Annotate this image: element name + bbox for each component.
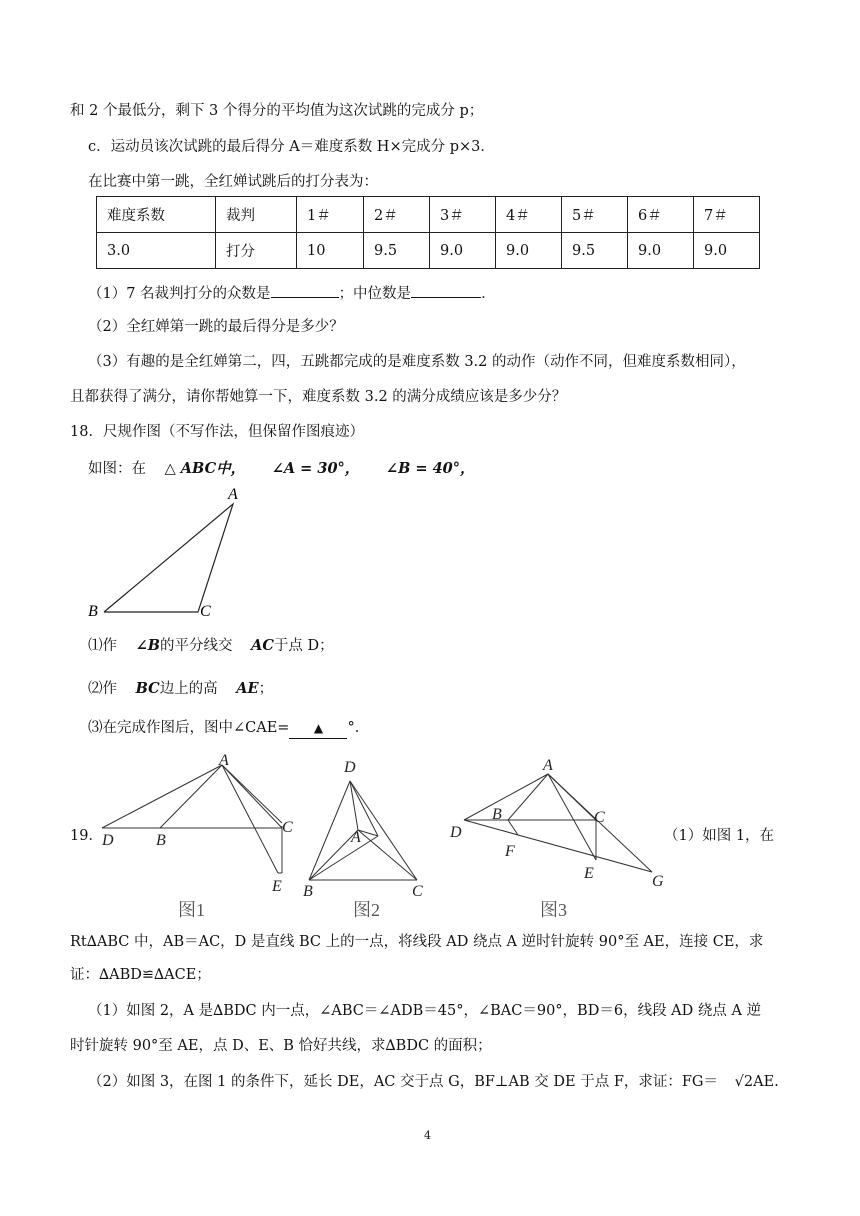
table-cell: 9.5: [364, 233, 430, 269]
figure-3: [464, 774, 652, 872]
q19-side-text: （1）如图 1，在: [664, 828, 775, 844]
q18-step3-suffix: °．: [347, 720, 370, 736]
fig1-label-b: B: [156, 832, 166, 849]
fig3-caption: 图3: [540, 900, 567, 920]
q17-part3-line2: 且都获得了满分，请你帮她算一下，难度系数 3.2 的满分成绩应该是多少分？: [70, 389, 567, 405]
label-b: B: [88, 603, 98, 620]
text-line-2: c．运动员该次试跳的最后得分 A＝难度系数 H×完成分 p×3．: [88, 139, 495, 155]
fig3-label-a: A: [543, 757, 553, 774]
q17-part3-line1: （3）有趣的是全红婵第二，四，五跳都完成的是难度系数 3.2 的动作（动作不同，但难度系数相同），: [88, 354, 746, 370]
q19-line2: 证：∆ABD≌∆ACE；: [70, 967, 211, 983]
fig1-label-c: C: [282, 819, 293, 836]
fig3-label-f: F: [505, 843, 515, 860]
table-row: [97, 233, 760, 269]
answer-blank: [271, 283, 339, 298]
text-line-1: 和 2 个最低分，剩下 3 个得分的平均值为这次试跳的完成分 p；: [70, 103, 484, 119]
sqrt-expression: √2: [734, 1074, 754, 1090]
answer-blank: ▲: [289, 718, 347, 739]
q18-step1-prefix: ⑴作: [88, 638, 117, 654]
q18-step3-prefix: ⑶在完成作图后，图中∠CAE=: [88, 720, 290, 736]
q19-part2-text: （2）如图 3，在图 1 的条件下，延长 DE，AC 交于点 G，BF⊥AB 交 DE 于点 F，求证：FG＝: [88, 1074, 719, 1090]
fig1-label-a: A: [219, 752, 229, 769]
table-cell: 裁判: [216, 197, 297, 233]
q18-triangle-figure: [80, 482, 260, 622]
fig2-label-b: B: [303, 883, 313, 900]
fig2-caption: 图2: [353, 900, 380, 920]
table-cell: 打分: [216, 233, 297, 269]
q19-number: 19．: [70, 828, 103, 844]
fig1-label-e: E: [272, 878, 282, 895]
q17-part1-text: （1）7 名裁判打分的众数是: [88, 286, 271, 302]
table-cell: 1＃: [297, 197, 364, 233]
q18-step1-suffix: 于点 D；: [273, 638, 334, 654]
q18-step3: [88, 718, 369, 739]
table-row: [97, 197, 760, 233]
q19-part2-end: AE.: [753, 1074, 779, 1090]
figure-1: [102, 765, 282, 873]
q18-given: [88, 459, 475, 479]
table-cell: 6＃: [628, 197, 694, 233]
fig2-label-a: A: [351, 829, 361, 846]
table-cell: 9.0: [430, 233, 496, 269]
fig1-caption: 图1: [178, 900, 205, 920]
q19-part2-line: [88, 1072, 779, 1092]
table-cell: 2＃: [364, 197, 430, 233]
table-cell: 7＃: [694, 197, 760, 233]
table-cell: 难度系数: [97, 197, 216, 233]
table-cell: 3.0: [97, 233, 216, 269]
q19-part1-line1: （1）如图 2，A 是∆BDC 内一点，∠ABC＝∠ADB＝45°，∠BAC＝90°，BD＝6，线段 AD 绕点 A 逆: [88, 1003, 762, 1019]
q18-step1: [88, 636, 334, 656]
fig3-label-c: C: [594, 809, 605, 826]
q19-part1-line2: 时针旋转 90°至 AE，点 D、E、B 恰好共线，求∆BDC 的面积；: [70, 1038, 492, 1054]
table-cell: 9.0: [496, 233, 562, 269]
q18-given-angle-a: ∠A = 30°，: [271, 460, 360, 477]
fig3-label-g: G: [652, 873, 664, 890]
label-c: C: [200, 603, 211, 620]
q18-given-triangle: △ ABC中，: [164, 460, 246, 477]
table-cell: 10: [297, 233, 364, 269]
table-cell: 9.0: [628, 233, 694, 269]
figure-2: [309, 781, 417, 880]
page-number: 4: [424, 1129, 431, 1142]
q18-step2-mid: 边上的高: [159, 681, 218, 697]
fig1-label-d: D: [102, 832, 114, 849]
q17-part1-end: ．: [481, 286, 496, 302]
table-cell: 5＃: [562, 197, 628, 233]
q18-step2-prefix: ⑵作: [88, 681, 117, 697]
q17-part2: （2）全红婵第一跳的最后得分是多少？: [88, 319, 344, 335]
label-a: A: [228, 486, 238, 503]
q18-step2-suffix: ；: [258, 681, 274, 697]
q18-step1-angle: ∠B: [135, 637, 161, 654]
q18-title: 18．尺规作图（不写作法，但保留作图痕迹）: [70, 424, 364, 440]
fig2-label-d: D: [344, 759, 356, 776]
table-cell: 3＃: [430, 197, 496, 233]
q19-line1: Rt∆ABC 中，AB＝AC，D 是直线 BC 上的一点，将线段 AD 绕点 A 逆时针旋转 90°至 AE，连接 CE，求: [70, 934, 764, 950]
triangle-abc: [104, 504, 233, 612]
table-cell: 4＃: [496, 197, 562, 233]
q17-part1: [88, 283, 496, 304]
score-table: [96, 196, 760, 269]
q17-part1-mid: ；中位数是: [338, 286, 412, 302]
fig2-label-c: C: [412, 883, 423, 900]
q18-step1-mid: 的平分线交: [160, 638, 233, 654]
fig3-label-b: B: [492, 806, 502, 823]
q18-given-angle-b: ∠B = 40°，: [385, 460, 475, 477]
q18-step2-seg: BC: [135, 680, 160, 697]
q18-given-prefix: 如图：在: [88, 461, 146, 477]
fig3-label-d: D: [450, 824, 462, 841]
table-cell: 9.0: [694, 233, 760, 269]
fig3-label-e: E: [584, 865, 594, 882]
answer-blank: [411, 283, 481, 298]
text-line-3: 在比赛中第一跳，全红婵试跳后的打分表为：: [88, 174, 378, 190]
q18-step2: [88, 679, 273, 699]
q18-step2-seg2: AE: [236, 680, 259, 697]
q18-step1-seg: AC: [251, 637, 274, 654]
table-cell: 9.5: [562, 233, 628, 269]
